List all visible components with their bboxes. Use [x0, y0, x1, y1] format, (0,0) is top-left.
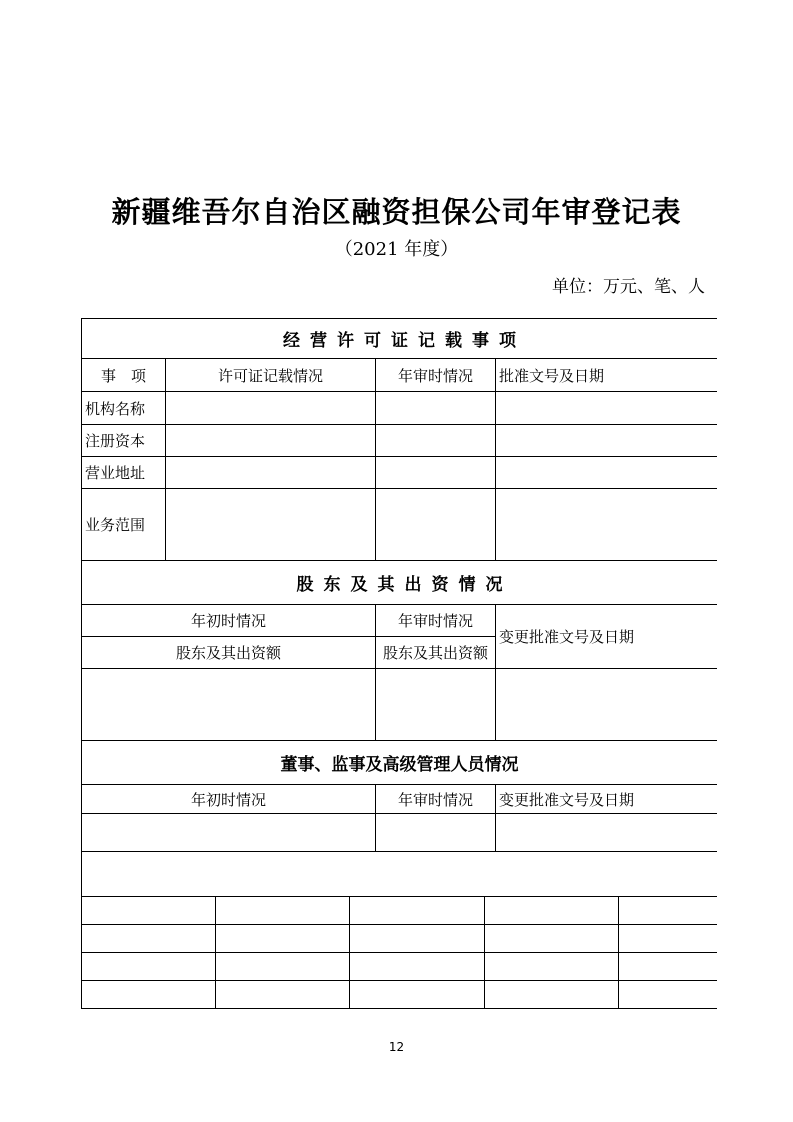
grid-cell[interactable]: [82, 980, 216, 1008]
unit-label: 单位：万元、笔、人: [552, 277, 705, 297]
grid-cell[interactable]: [216, 924, 350, 952]
field-management-start[interactable]: [82, 813, 376, 851]
field-business-address-approval[interactable]: [496, 456, 717, 488]
grid-cell[interactable]: [82, 952, 216, 980]
field-shareholders-approval[interactable]: [496, 668, 717, 740]
field-registered-capital-license[interactable]: [166, 424, 376, 456]
grid-cell[interactable]: [216, 952, 350, 980]
subheader-shareholder-contribution-start: 股东及其出资额: [82, 636, 376, 668]
form-title: 新疆维吾尔自治区融资担保公司年审登记表: [111, 195, 682, 229]
section-shareholders-heading: 股东及其出资情况: [82, 560, 717, 604]
row-label-business-address: 营业地址: [82, 456, 166, 488]
header-approval-number-date: 批准文号及日期: [496, 358, 717, 391]
grid-cell[interactable]: [82, 896, 216, 924]
field-institution-name-approval[interactable]: [496, 391, 717, 424]
field-registered-capital-approval[interactable]: [496, 424, 717, 456]
page-number: 12: [388, 1040, 405, 1054]
grid-cell[interactable]: [619, 952, 717, 980]
header-review-status: 年审时情况: [376, 784, 496, 813]
grid-cell[interactable]: [350, 952, 485, 980]
field-management-review[interactable]: [376, 813, 496, 851]
grid-cell[interactable]: [350, 924, 485, 952]
header-year-start-status: 年初时情况: [82, 784, 376, 813]
row-label-registered-capital: 注册资本: [82, 424, 166, 456]
grid-cell[interactable]: [485, 952, 619, 980]
header-license-record: 许可证记载情况: [166, 358, 376, 391]
field-management-notes[interactable]: [82, 851, 717, 896]
field-management-approval[interactable]: [496, 813, 717, 851]
section-management-heading: 董事、监事及高级管理人员情况: [82, 740, 717, 784]
field-business-scope-license[interactable]: [166, 488, 376, 560]
grid-cell[interactable]: [485, 924, 619, 952]
field-business-scope-review[interactable]: [376, 488, 496, 560]
field-institution-name-review[interactable]: [376, 391, 496, 424]
field-business-address-review[interactable]: [376, 456, 496, 488]
header-item: 事 项: [82, 358, 166, 391]
field-shareholders-review[interactable]: [376, 668, 496, 740]
field-institution-name-license[interactable]: [166, 391, 376, 424]
grid-cell[interactable]: [619, 924, 717, 952]
grid-cell[interactable]: [216, 980, 350, 1008]
header-year-start-status: 年初时情况: [82, 604, 376, 636]
grid-cell[interactable]: [485, 980, 619, 1008]
header-review-status: 年审时情况: [376, 358, 496, 391]
grid-cell[interactable]: [485, 896, 619, 924]
header-change-approval-number-date: 变更批准文号及日期: [496, 784, 717, 813]
field-registered-capital-review[interactable]: [376, 424, 496, 456]
grid-cell[interactable]: [216, 896, 350, 924]
section-license-heading: 经营许可证记载事项: [82, 318, 717, 358]
grid-cell[interactable]: [82, 924, 216, 952]
form-subtitle: （2021 年度）: [334, 239, 459, 260]
registration-form-table: [81, 318, 717, 1009]
row-label-institution-name: 机构名称: [82, 391, 166, 424]
field-business-address-license[interactable]: [166, 456, 376, 488]
grid-cell[interactable]: [619, 980, 717, 1008]
field-shareholders-start[interactable]: [82, 668, 376, 740]
header-review-status: 年审时情况: [376, 604, 496, 636]
grid-cell[interactable]: [350, 980, 485, 1008]
grid-cell[interactable]: [619, 896, 717, 924]
header-change-approval-number-date: 变更批准文号及日期: [496, 604, 717, 668]
field-business-scope-approval[interactable]: [496, 488, 717, 560]
grid-cell[interactable]: [350, 896, 485, 924]
row-label-business-scope: 业务范围: [82, 488, 166, 560]
subheader-shareholder-contribution-review: 股东及其出资额: [376, 636, 496, 668]
